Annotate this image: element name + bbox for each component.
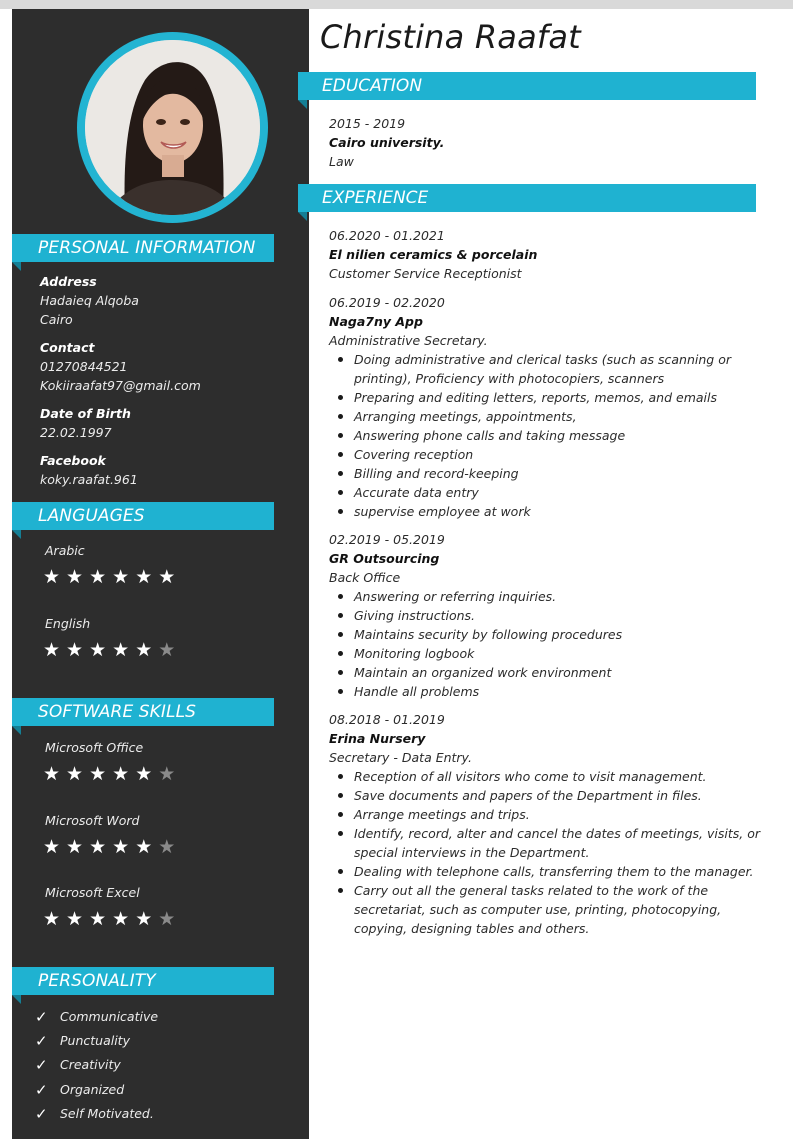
sidebar	[12, 9, 309, 1139]
star-filled-icon: ★	[135, 836, 159, 858]
personality-item	[35, 1078, 158, 1102]
duty-item: Preparing and editing letters, reports, memos, and emails	[329, 388, 761, 407]
star-filled-icon: ★	[89, 836, 113, 858]
personality-item	[35, 1005, 158, 1029]
education-date: 2015 - 2019	[329, 116, 406, 131]
star-filled-icon: ★	[112, 566, 136, 588]
checkmark-icon: ✓	[35, 1056, 48, 1075]
top-border	[0, 0, 793, 9]
section-title: LANGUAGES	[38, 506, 145, 526]
star-filled-icon: ★	[135, 566, 159, 588]
experience-entry	[329, 710, 761, 938]
dob-value: 22.02.1997	[40, 425, 112, 440]
star-empty-icon: ★	[158, 908, 182, 930]
software-skills-heading	[12, 698, 274, 726]
star-filled-icon: ★	[43, 908, 67, 930]
star-filled-icon: ★	[43, 836, 67, 858]
duty-item: Monitoring logbook	[329, 644, 761, 663]
star-filled-icon: ★	[112, 908, 136, 930]
ribbon-fold	[12, 530, 21, 539]
facebook-block	[40, 451, 138, 489]
star-filled-icon: ★	[89, 908, 113, 930]
star-rating	[43, 762, 183, 786]
personality-list	[35, 1005, 158, 1126]
job-role: Back Office	[329, 570, 401, 585]
section-title: EDUCATION	[322, 76, 423, 96]
personality-item	[35, 1029, 158, 1053]
job-date: 08.2018 - 01.2019	[329, 712, 445, 727]
star-filled-icon: ★	[43, 763, 67, 785]
experience-entry	[329, 530, 761, 701]
phone-number: 01270844521	[40, 359, 128, 374]
personality-item	[35, 1102, 158, 1126]
job-duties	[329, 767, 761, 938]
duty-item: Arranging meetings, appointments,	[329, 407, 761, 426]
contact-block	[40, 338, 201, 395]
job-date: 06.2019 - 02.2020	[329, 295, 445, 310]
job-date: 06.2020 - 01.2021	[329, 228, 445, 243]
star-filled-icon: ★	[135, 763, 159, 785]
duty-item: Covering reception	[329, 445, 761, 464]
email-address: Kokiiraafat97@gmail.com	[40, 378, 201, 393]
job-role: Administrative Secretary.	[329, 333, 488, 348]
duty-item: Save documents and papers of the Department in files.	[329, 786, 761, 805]
star-rating	[43, 907, 183, 931]
star-filled-icon: ★	[66, 566, 90, 588]
duty-item: Carry out all the general tasks related to the work of the secretariat, such as computer use, printing, photocopying, copying, designing tables and others.	[329, 881, 761, 938]
star-filled-icon: ★	[66, 908, 90, 930]
personal-information-heading	[12, 234, 274, 262]
trait-label: Punctuality	[60, 1033, 130, 1049]
duty-item: Dealing with telephone calls, transferring them to the manager.	[329, 862, 761, 881]
experience-heading	[298, 184, 756, 212]
star-filled-icon: ★	[135, 908, 159, 930]
software-name: Microsoft Excel	[45, 885, 140, 900]
education-heading	[298, 72, 756, 100]
job-role: Customer Service Receptionist	[329, 266, 522, 281]
star-filled-icon: ★	[66, 836, 90, 858]
star-filled-icon: ★	[89, 566, 113, 588]
star-filled-icon: ★	[66, 763, 90, 785]
software-name: Microsoft Office	[45, 740, 144, 755]
address-line-1: Hadaieq Alqoba	[40, 293, 139, 308]
star-filled-icon: ★	[43, 639, 67, 661]
education-institution: Cairo university.	[329, 135, 445, 150]
job-duties	[329, 350, 761, 521]
duty-item: Identify, record, alter and cancel the dates of meetings, visits, or special interviews in the Department.	[329, 824, 761, 862]
duty-item: Billing and record-keeping	[329, 464, 761, 483]
checkmark-icon: ✓	[35, 1032, 48, 1051]
duty-item: supervise employee at work	[329, 502, 761, 521]
job-company: Naga7ny App	[329, 314, 423, 329]
duty-item: Accurate data entry	[329, 483, 761, 502]
ribbon-fold	[298, 212, 307, 221]
profile-photo	[85, 40, 260, 215]
education-field: Law	[329, 154, 354, 169]
star-filled-icon: ★	[135, 639, 159, 661]
job-role: Secretary - Data Entry.	[329, 750, 472, 765]
facebook-handle: koky.raafat.961	[40, 472, 138, 487]
experience-entry	[329, 293, 761, 521]
job-duties	[329, 587, 761, 701]
star-empty-icon: ★	[158, 836, 182, 858]
job-company: El nilien ceramics & porcelain	[329, 247, 538, 262]
star-filled-icon: ★	[112, 836, 136, 858]
star-rating	[43, 835, 183, 859]
star-empty-icon: ★	[158, 763, 182, 785]
trait-label: Communicative	[60, 1009, 159, 1025]
star-filled-icon: ★	[112, 763, 136, 785]
ribbon-fold	[12, 995, 21, 1004]
job-date: 02.2019 - 05.2019	[329, 532, 445, 547]
personality-heading	[12, 967, 274, 995]
duty-item: Handle all problems	[329, 682, 761, 701]
trait-label: Self Motivated.	[60, 1105, 154, 1121]
checkmark-icon: ✓	[35, 1080, 48, 1099]
star-empty-icon: ★	[158, 639, 182, 661]
languages-heading	[12, 502, 274, 530]
duty-item: Maintain an organized work environment	[329, 663, 761, 682]
software-name: Microsoft Word	[45, 813, 140, 828]
job-company: GR Outsourcing	[329, 551, 440, 566]
star-rating	[43, 638, 183, 662]
ribbon-fold	[298, 100, 307, 109]
section-title: PERSONALITY	[38, 971, 156, 991]
portrait-image	[85, 40, 260, 215]
section-title: PERSONAL INFORMATION	[38, 238, 256, 258]
language-name: Arabic	[45, 543, 85, 558]
duty-item: Doing administrative and clerical tasks (such as scanning or printing), Proficiency with photocopiers, scanners	[329, 350, 761, 388]
trait-label: Creativity	[60, 1057, 121, 1073]
star-filled-icon: ★	[66, 639, 90, 661]
contact-label: Contact	[40, 340, 95, 355]
star-filled-icon: ★	[112, 639, 136, 661]
star-rating	[43, 565, 183, 589]
checkmark-icon: ✓	[35, 1008, 48, 1027]
education-entry	[329, 114, 444, 171]
star-filled-icon: ★	[89, 763, 113, 785]
section-title: EXPERIENCE	[322, 188, 429, 208]
duty-item: Maintains security by following procedures	[329, 625, 761, 644]
duty-item: Answering phone calls and taking message	[329, 426, 761, 445]
section-title: SOFTWARE SKILLS	[38, 702, 197, 722]
address-line-2: Cairo	[40, 312, 73, 327]
duty-item: Arrange meetings and trips.	[329, 805, 761, 824]
profile-photo-frame	[77, 32, 268, 223]
job-company: Erina Nursery	[329, 731, 426, 746]
duty-item: Answering or referring inquiries.	[329, 587, 761, 606]
star-filled-icon: ★	[89, 639, 113, 661]
trait-label: Organized	[60, 1081, 125, 1097]
facebook-label: Facebook	[40, 453, 106, 468]
ribbon-fold	[12, 262, 21, 271]
personality-item	[35, 1053, 158, 1077]
address-block	[40, 272, 139, 329]
checkmark-icon: ✓	[35, 1104, 48, 1123]
dob-label: Date of Birth	[40, 406, 131, 421]
dob-block	[40, 404, 131, 442]
language-name: English	[45, 616, 91, 631]
experience-entry	[329, 226, 537, 283]
address-label: Address	[40, 274, 97, 289]
duty-item: Giving instructions.	[329, 606, 761, 625]
candidate-name: Christina Raafat	[320, 18, 581, 56]
star-filled-icon: ★	[158, 566, 182, 588]
star-filled-icon: ★	[43, 566, 67, 588]
duty-item: Reception of all visitors who come to visit management.	[329, 767, 761, 786]
ribbon-fold	[12, 726, 21, 735]
